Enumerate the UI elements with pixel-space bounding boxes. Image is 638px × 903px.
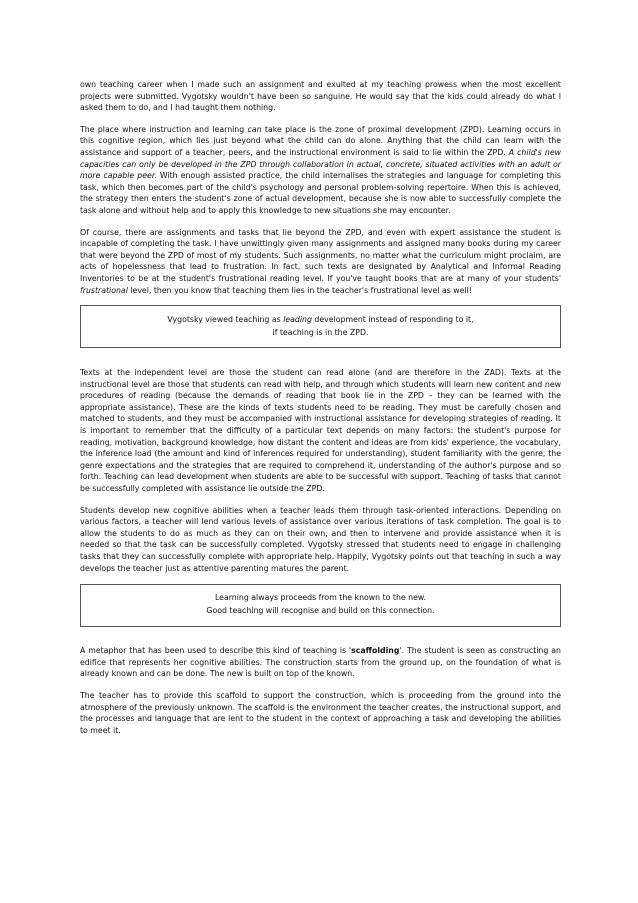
- document-page: [80, 79, 561, 746]
- paragraph-text: level, then you know that teaching them lies in the teacher's frustrational level as well!: [127, 285, 472, 295]
- paragraph-group-1: [80, 79, 561, 296]
- body-paragraph: [80, 79, 561, 114]
- paragraph-text: Students develop new cognitive abilities when a teacher leads them through task-oriented interactions. Depending on various factors, a teacher will lend various levels of assistance over various iterations of task completion. The goal is to allow the students to do as much as they can on their own, and then to intervene and provide assistance when it is needed so that the task can be successfully completed. Vygotsky stressed that students need to engage in challenging tasks that they can successfully complete with appropriate help. Happily, Vygotsky points out that teaching in such a way develops the teacher just as attentive parenting matures the parent.: [80, 505, 561, 573]
- callout-box-learning: [80, 584, 561, 627]
- body-paragraph: [80, 645, 561, 680]
- callout-line-2: Good teaching will recognise and build on this connection.: [206, 606, 435, 616]
- paragraph-group-3: [80, 645, 561, 736]
- italic-text: A child's new capacities can only be developed in the ZPD through collaboration in actual, concrete, situated activities with an adult or more capable peer.: [80, 147, 561, 181]
- paragraph-text: The teacher has to provide this scaffold to support the construction, which is proceeding from the ground into the atmosphere of the previously unknown. The scaffold is the environment the teacher creates, the instructional support, and the processes and language that are lent to the student in the context of approaching a task and developing the abilities to meet it.: [80, 690, 561, 735]
- body-paragraph: [80, 227, 561, 297]
- callout-text: development instead of responding to it,: [311, 315, 474, 325]
- paragraph-text: '. The student is seen as constructing an edifice that represents her cognitive abilities. The construction starts from the ground up, on the foundation of what is already known and can be done. The new is built on top of the known.: [80, 646, 561, 679]
- italic-text: can: [247, 124, 262, 134]
- callout-box-vygotsky: [80, 305, 561, 348]
- callout-text: Vygotsky viewed teaching as: [167, 315, 284, 325]
- paragraph-text: take place is the zone of proximal development (ZPD). Learning occurs in this cognitive region, which lies just beyond what the child can do alone. Anything that the child can learn with the assistance and support of a teacher, peers, and the instructional environment is said to lie within the ZPD.: [80, 124, 561, 157]
- body-paragraph: [80, 505, 561, 575]
- body-paragraph: [80, 690, 561, 736]
- callout-line-1: [89, 313, 552, 326]
- bold-term: scaffolding: [351, 646, 400, 656]
- body-paragraph: [80, 367, 561, 495]
- paragraph-text: own teaching career when I made such an assignment and exulted at my teaching prowess when the most excellent projects were submitted. Vygotsky wouldn't have been so sanguine. He would say that the kids could already do what I asked them to do, and I had taught them nothing.: [80, 80, 561, 113]
- paragraph-text: Texts at the independent level are those the student can read alone (and are therefore in the ZAD). Texts at the instructional level are those that students can read with help, and through which students will learn new content and new procedures of reading (because the demands of reading that book lie in the ZPD – they can be learned with the appropriate assistance). These are the kinds of texts students need to be reading. They must be carefully chosen and matched to students, and they must be accompanied with instructional assistance for developing strategies of reading. It is important to remember that the difficulty of a particular text depends on many factors: the student's purpose for reading, motivation, background knowledge, how distant the content and ideas are from kids' experience, the vocabulary, the inference load (the amount and kind of inferences required for understanding), student familiarity with the genre, the genre expectations and the strategies that are required to comprehend it, understanding of the author's purpose and so forth. Teaching can lead development when students are able to be successful with support. Teaching of tasks that cannot be successfully completed with assistance lie outside the ZPD.: [80, 368, 561, 494]
- callout-line-2: if teaching is in the ZPD.: [272, 328, 369, 338]
- paragraph-group-2: [80, 367, 561, 574]
- callout-line-1: Learning always proceeds from the known to the new.: [214, 593, 427, 603]
- paragraph-text: The place where instruction and learning: [80, 124, 248, 134]
- paragraph-text: A metaphor that has been used to describe this kind of teaching is ': [80, 646, 352, 656]
- paragraph-text: With enough assisted practice, the child internalises the strategies and language for completing this task, which then becomes part of the child's psychology and personal problem-solving repertoire. When this is achieved, the strategy then enters the student's zone of actual development, because she is now able to successfully complete the task alone and without help and to apply this knowledge to new situations she may encounter.: [80, 171, 561, 215]
- body-paragraph: [80, 124, 561, 217]
- italic-text: frustrational: [80, 285, 128, 295]
- paragraph-text: Of course, there are assignments and tasks that lie beyond the ZPD, and even with expert assistance the student is incapable of completing the task. I have unwittingly given many assignments and assigned many books during my career that were beyond the ZPD of most of my students. Such assignments, no matter what the curriculum might proclaim, are acts of hopelessness that lead to frustration. In fact, such texts are designated by Analytical and Informal Reading Inventories to be at the student's frustrational reading level. If you've taught books that are at many of your students': [80, 227, 561, 283]
- callout-italic-text: leading: [283, 315, 312, 325]
